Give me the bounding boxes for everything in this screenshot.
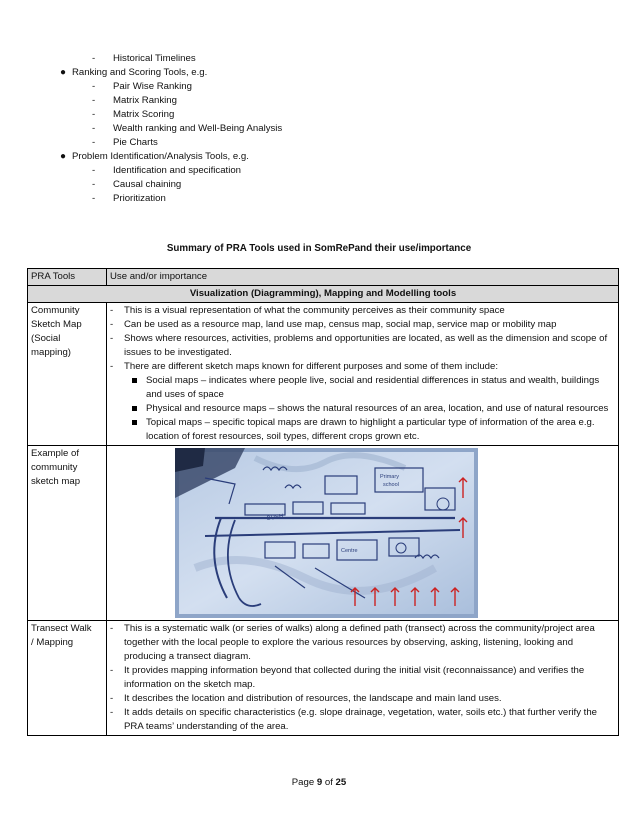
map-label: BUSH [266,513,284,522]
list-item-text: Historical Timelines [113,53,196,64]
page-total: 25 [335,777,347,788]
square-bullet-icon [132,420,137,425]
list-item: - Matrix Scoring [92,109,175,120]
table-row-transect [28,621,619,736]
list-item: - There are different sketch maps known for different purposes and some of them include: [110,361,499,372]
table-caption: Summary of PRA Tools used in SomRePand their use/importance [166,243,472,254]
list-item: - This is a systematic walk (or series of walks) along a defined path (transect) across the community/project area together with the local people to explore the various resources by observing, asking, listening, looking and producing a transect diagram. [110,623,595,662]
map-label: Primary [380,474,399,480]
list-item: - Pie Charts [92,137,158,148]
sub-list-item: Social maps – indicates where people live, social and residential differences in status and wealth, buildings and uses of space [110,374,615,402]
list-item: - Can be used as a resource map, land use map, census map, social map, service map or mobility map [110,319,557,330]
sub-list-item: Topical maps – specific topical maps are drawn to highlight a particular type of information of the area e.g. location of forest resources, soil types, different crops grown etc. [110,416,615,444]
list-item: - Prioritization [92,193,166,204]
list-item: - Matrix Ranking [92,95,177,106]
bullet-icon: ● [60,67,67,78]
list-item: - Historical Timelines [92,53,196,64]
table-row-sketch-map [28,303,619,446]
list-item: - Shows where resources, activities, problems and opportunities are located, as well as the dimension and scope of issues to be investigated. [110,333,608,358]
tool-name-transect: Transect Walk / Mapping [28,621,107,736]
table-header-row [28,269,619,286]
list-item: - This is a visual representation of what the community perceives as their community space [110,305,505,316]
continued-tool-list [56,52,616,206]
example-image-cell [107,446,619,621]
pra-tools-table [27,268,619,736]
list-item: - It adds details on specific characteristics (e.g. slope drainage, vegetation, water, soils etc.) that further verify the PRA teams’ understanding of the area. [110,707,597,732]
col-header-use: Use and/or importance [107,269,619,286]
col-header-tools: PRA Tools [28,269,107,286]
tool-description-transect [107,621,619,736]
tool-name-sketch-map: Community Sketch Map (Social mapping) [28,303,107,446]
sub-list-item: Physical and resource maps – shows the natural resources of an area, location, and use of natural resources [110,402,615,416]
list-heading-problem: ● Problem Identification/Analysis Tools, e.g. [60,151,249,162]
section-header-row [28,286,619,303]
tool-description-sketch-map [107,303,619,446]
list-item: - It describes the location and distribution of resources, the landscape and main land uses. [110,693,502,704]
list-item: - Pair Wise Ranking [92,81,192,92]
table-row-example [28,446,619,621]
list-item: - Identification and specification [92,165,241,176]
page-footer: Page 9 of 25 [291,777,347,788]
square-bullet-icon [132,406,137,411]
map-label: school [383,482,399,488]
page-number: 9 [316,777,323,788]
list-heading-ranking: ● Ranking and Scoring Tools, e.g. [60,67,208,78]
bullet-icon: ● [60,151,67,162]
map-label: Centre [341,548,358,554]
tool-name-example: Example of community sketch map [28,446,107,621]
community-sketch-map-photo [175,448,478,618]
list-item: - It provides mapping information beyond that collected during the initial visit (reconnaissance) and verifies the information on the sketch map. [110,665,585,690]
square-bullet-icon [132,378,137,383]
list-item: - Causal chaining [92,179,182,190]
list-item: - Wealth ranking and Well-Being Analysis [92,123,283,134]
section-header: Visualization (Diagramming), Mapping and Modelling tools [28,286,619,303]
